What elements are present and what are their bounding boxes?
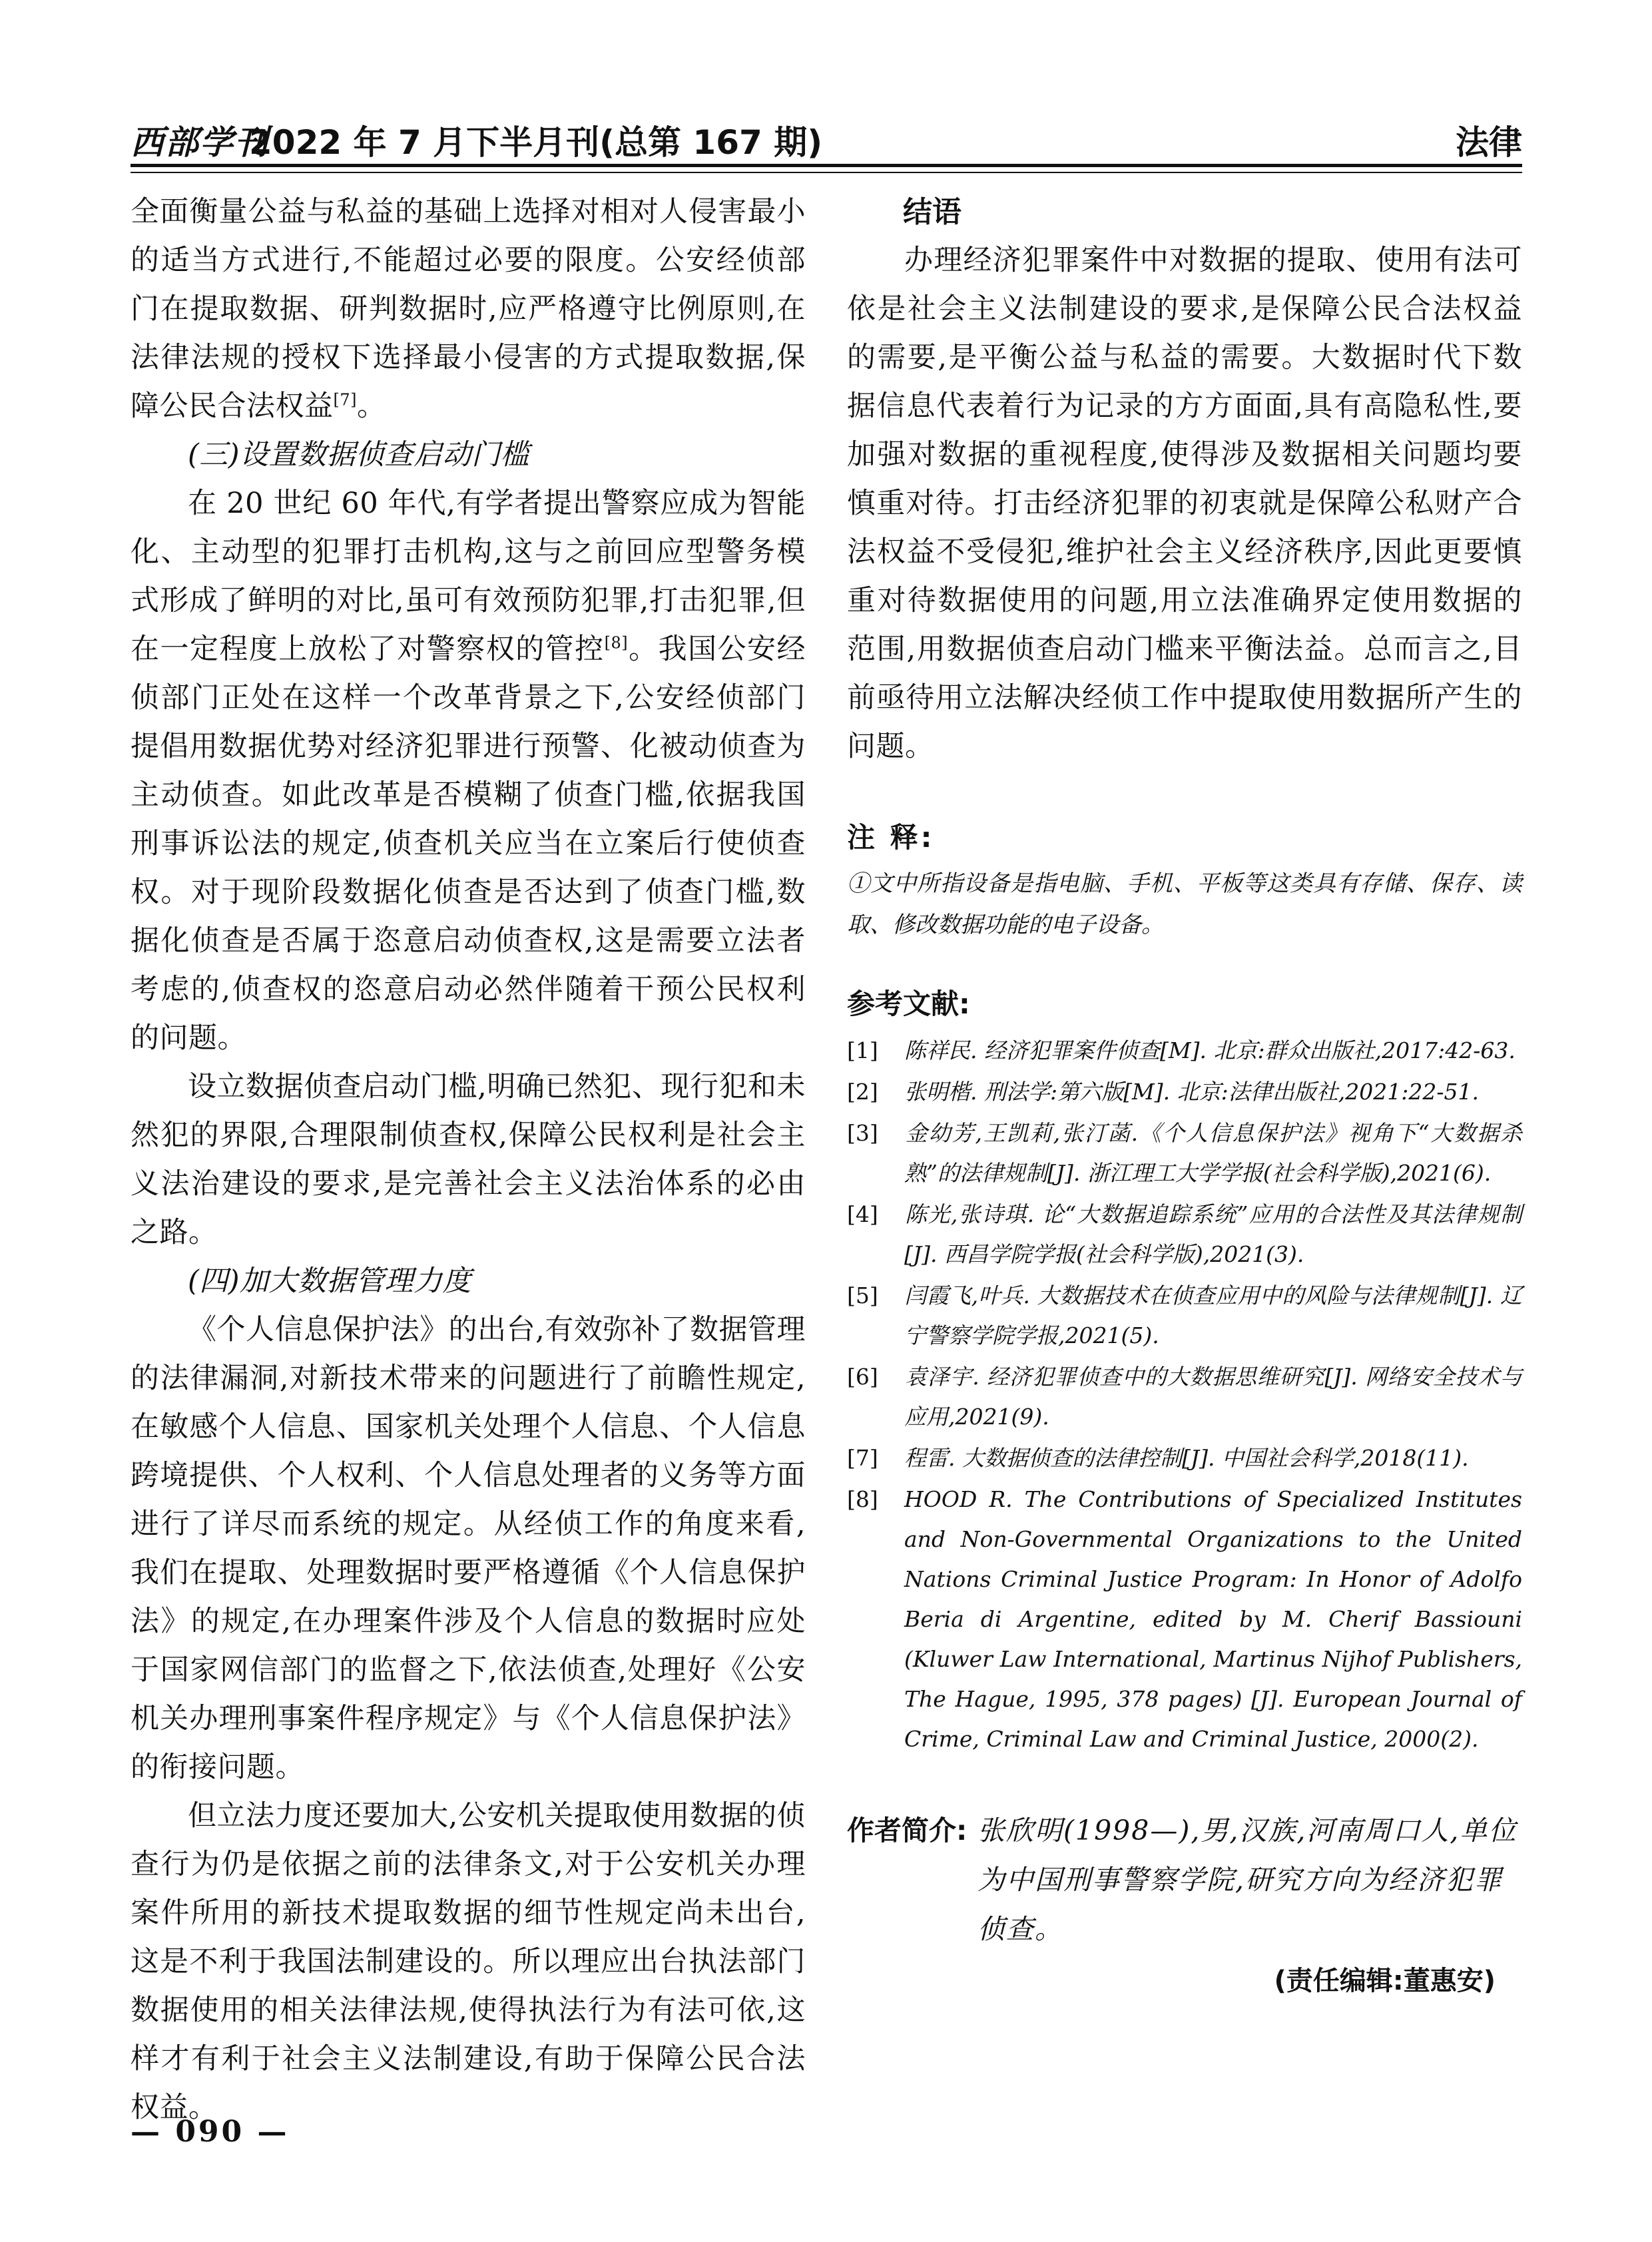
reference-number: [5] — [847, 1282, 878, 1308]
reference-number: [2] — [847, 1079, 878, 1105]
left-column — [131, 188, 806, 2132]
reference-number: [7] — [847, 1445, 878, 1471]
reference-text: 袁泽宇. 经济犯罪侦查中的大数据思维研究[J]. 网络安全技术与应用,2021(9). — [904, 1364, 1522, 1430]
paragraph-text: 。 — [357, 390, 386, 423]
responsible-editor: (责任编辑:董惠安) — [1274, 1966, 1496, 1996]
reference-text: 程雷. 大数据侦查的法律控制[J]. 中国社会科学,2018(11). — [904, 1445, 1469, 1471]
reference-item — [847, 1072, 1522, 1112]
page-number: — 090 — — [131, 2115, 290, 2149]
note-item: ①文中所指设备是指电脑、手机、平板等这类具有存储、保存、读取、修改数据功能的电子设备。 — [847, 870, 1522, 938]
reference-text: 闫霞飞,叶兵. 大数据技术在侦查应用中的风险与法律规制[J]. 辽宁警察学院学报,2021(5). — [904, 1282, 1522, 1348]
journal-logo: 西部学刊 — [131, 123, 269, 162]
reference-item — [847, 1195, 1522, 1274]
running-header — [131, 112, 1522, 162]
header-rule-thin — [131, 172, 1522, 173]
paragraph: 但立法力度还要加大,公安机关提取使用数据的侦查行为仍是依据之前的法律条文,对于公安机关办理案件所用的新技术提取数据的细节性规定尚未出台,这是不利于我国法制建设的。所以理应出台执法部门数据使用的相关法律法规,使得执法行为有法可依,这样才有利于社会主义法制建设,有助于保障公民合法权益。 — [131, 1799, 806, 2124]
reference-text: 金幼芳,王凯莉,张汀菡.《个人信息保护法》视角下“大数据杀熟”的法律规制[J]. 浙江理工大学学报(社会科学版),2021(6). — [904, 1120, 1522, 1186]
section-heading-4: (四)加大数据管理力度 — [188, 1264, 472, 1298]
reference-number: [4] — [847, 1201, 878, 1227]
header-rule-thick — [131, 164, 1522, 167]
paragraph: 设立数据侦查启动门槛,明确已然犯、现行犯和未然犯的界限,合理限制侦查权,保障公民权利是社会主义法治建设的要求,是完善社会主义法治体系的必由之路。 — [131, 1070, 806, 1249]
reference-item — [847, 1031, 1522, 1071]
issue-label: 2022 年 7 月下半月刊(总第 167 期) — [249, 123, 823, 162]
paragraph — [131, 479, 806, 1063]
reference-item — [847, 1113, 1522, 1193]
paragraph-text: 在 20 世纪 60 年代,有学者提出警察应成为智能化、主动型的犯罪打击机构,这与之前回应型警务模式形成了鲜明的对比,虽可有效预防犯罪,打击犯罪,但在一定程度上放松了对警察权的管控 — [131, 487, 806, 666]
reference-text: 陈祥民. 经济犯罪案件侦查[M]. 北京:群众出版社,2017:42-63. — [904, 1037, 1515, 1063]
paragraph — [131, 188, 806, 431]
reference-text: HOOD R. The Contributions of Specialized Institutes and Non-Governmental Organizations to the United Nations Criminal Justice Program: In Honor of Adolfo Beria di Argentine, edited by M. Cherif Bassiouni (Kluwer Law International, Martinus Nijhof Publishers, The Hague, 1995, 378 pages) [J]. European Journal of Crime, Criminal Law and Criminal Justice, 2000(2). — [904, 1486, 1522, 1752]
reference-number: [3] — [847, 1120, 878, 1146]
reference-item — [847, 1357, 1522, 1437]
paragraph: 《个人信息保护法》的出台,有效弥补了数据管理的法律漏洞,对新技术带来的问题进行了前瞻性规定,在敏感个人信息、国家机关处理个人信息、个人信息跨境提供、个人权利、个人信息处理者的义务等方面进行了详尽而系统的规定。从经侦工作的角度来看,我们在提取、处理数据时要严格遵循《个人信息保护法》的规定,在办理案件涉及个人信息的数据时应处于国家网信部门的监督之下,依法侦查,处理好《公安机关办理刑事案件程序规定》与《个人信息保护法》的衔接问题。 — [131, 1313, 806, 1784]
reference-text: 陈光,张诗琪. 论“大数据追踪系统”应用的合法性及其法律规制[J]. 西昌学院学报(社会科学版),2021(3). — [904, 1201, 1522, 1267]
reference-item — [847, 1480, 1522, 1759]
reference-item — [847, 1438, 1522, 1478]
references-heading: 参考文献: — [847, 987, 970, 1020]
conclusion-heading: 结语 — [903, 195, 962, 229]
right-column — [847, 188, 1522, 2004]
section-heading-3: (三)设置数据侦查启动门槛 — [188, 438, 530, 471]
reference-text: 张明楷. 刑法学:第六版[M]. 北京:法律出版社,2021:22-51. — [904, 1079, 1479, 1105]
citation-7: [7] — [333, 390, 357, 410]
reference-list — [847, 1031, 1522, 1759]
author-bio — [847, 1806, 1522, 1954]
author-text: 张欣明(1998—),男,汉族,河南周口人,单位为中国刑事警察学院,研究方向为经济犯罪侦查。 — [977, 1815, 1517, 1945]
paragraph-text: 。我国公安经侦部门正处在这样一个改革背景之下,公安经侦部门提倡用数据优势对经济犯罪进行预警、化被动侦查为主动侦查。如此改革是否模糊了侦查门槛,依据我国刑事诉讼法的规定,侦查机关应当在立案后行使侦查权。对于现阶段数据化侦查是否达到了侦查门槛,数据化侦查是否属于恣意启动侦查权,这是需要立法者考虑的,侦查权的恣意启动必然伴随着干预公民权利的问题。 — [131, 633, 806, 1055]
citation-8: [8] — [604, 633, 629, 653]
reference-item — [847, 1276, 1522, 1356]
reference-number: [1] — [847, 1037, 878, 1063]
reference-number: [6] — [847, 1364, 878, 1390]
notes-heading: 注 释: — [847, 821, 935, 854]
paragraph-text: 全面衡量公益与私益的基础上选择对相对人侵害最小的适当方式进行,不能超过必要的限度。公安经侦部门在提取数据、研判数据时,应严格遵守比例原则,在法律法规的授权下选择最小侵害的方式提取数据,保障公民合法权益 — [131, 195, 806, 423]
author-label: 作者简介: — [847, 1815, 967, 1846]
reference-number: [8] — [847, 1486, 878, 1512]
section-label: 法律 — [1456, 123, 1522, 162]
conclusion-paragraph: 办理经济犯罪案件中对数据的提取、使用有法可依是社会主义法制建设的要求,是保障公民合法权益的需要,是平衡公益与私益的需要。大数据时代下数据信息代表着行为记录的方方面面,具有高隐私性,要加强对数据的重视程度,使得涉及数据相关问题均要慎重对待。打击经济犯罪的初衷就是保障公私财产合法权益不受侵犯,维护社会主义经济秩序,因此更要慎重对待数据使用的问题,用立法准确界定使用数据的范围,用数据侦查启动门槛来平衡法益。总而言之,目前亟待用立法解决经侦工作中提取使用数据所产生的问题。 — [847, 244, 1522, 763]
